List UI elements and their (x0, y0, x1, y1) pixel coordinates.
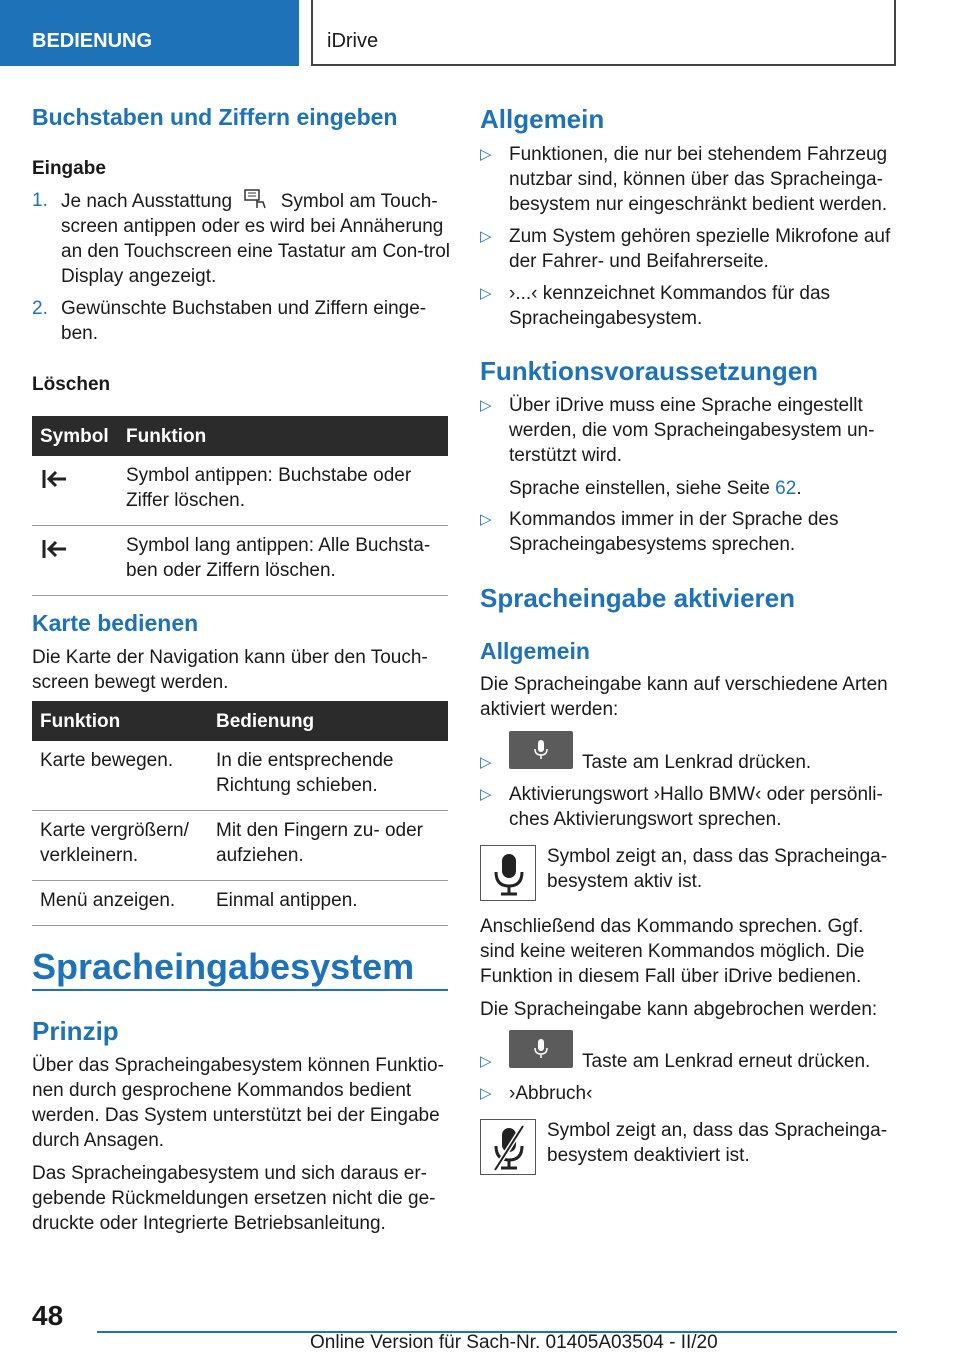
list-item-text: Über iDrive muss eine Sprache eingestellt werden, die vom Spracheingabesystem un-terstützt wird. (509, 395, 875, 466)
list-item-text: ›...‹ kennzeichnet Kommandos für das Spracheingabesystem. (509, 283, 831, 329)
backspace-icon (40, 468, 70, 490)
step-number: 1. (32, 190, 48, 211)
sprache-ref-text: Sprache einstellen, siehe Seite (509, 478, 776, 499)
karte-text: Die Karte der Navigation kann über den Touch-screen bewegt werden. (32, 647, 428, 693)
delete-table (32, 416, 448, 596)
table-cell: Einmal antippen. (208, 881, 448, 926)
table-row (32, 811, 448, 881)
step-text-b: Symbol am Touch- (280, 191, 438, 212)
bullet-triangle-icon: ▷ (480, 754, 492, 771)
abbruch-bullet-1-text: Taste am Lenkrad erneut drücken. (582, 1051, 871, 1072)
section-title-karte: Karte bedienen (32, 610, 199, 636)
table-row (32, 526, 448, 596)
bullet-triangle-icon: ▷ (480, 285, 492, 302)
step-number: 2. (32, 298, 48, 319)
section-title-aktivieren: Spracheingabe aktivieren (480, 583, 796, 613)
backspace-icon (40, 538, 70, 560)
microphone-active-icon (481, 846, 537, 902)
section-title-allgemein: Allgemein (480, 104, 605, 134)
table-header: Bedienung (208, 701, 448, 741)
steering-wheel-voice-button (509, 1030, 573, 1068)
abbruch-intro: Die Spracheingabe kann abgebrochen werden: (480, 999, 878, 1020)
table-cell: Symbol lang antippen: Alle Buchsta-ben oder Ziffern löschen. (118, 526, 448, 596)
mic-active-text: Symbol zeigt an, dass das Spracheinga-besystem aktiv ist. (547, 846, 888, 892)
step-text-a: Je nach Ausstattung (61, 191, 233, 212)
list-item-text: Funktionen, die nur bei stehendem Fahrzeug nutzbar sind, können über das Spracheinga-besystem nur eingeschränkt bedient werden. (509, 144, 888, 215)
step-text-rest: screen antippen oder es wird bei Annäherung an den Touchscreen eine Tastatur am Con-trol Display angezeigt. (61, 216, 451, 287)
list-item-text: ›Abbruch‹ (509, 1083, 593, 1104)
prinzip-paragraph-2: Das Spracheingabesystem und sich daraus er-gebende Rückmeldungen ersetzen nicht die ge-druckte oder Integrierte Betriebsanleitung. (32, 1163, 436, 1234)
bullet-triangle-icon: ▷ (480, 397, 492, 414)
section-title-buchstaben: Buchstaben und Ziffern eingeben (32, 104, 398, 130)
list-item-text: Aktivierungswort ›Hallo BMW‹ oder persönli-ches Aktivierungswort sprechen. (509, 784, 883, 830)
table-cell: In die entsprechende Richtung schieben. (208, 741, 448, 811)
aktiv-text: Die Spracheingabe kann auf verschiedene Arten aktiviert werden: (480, 674, 888, 720)
subsection-title-allgemein: Allgemein (480, 638, 590, 664)
header-chapter-box (311, 0, 896, 66)
header-section-label: BEDIENUNG (32, 30, 153, 52)
list-item-text: Kommandos immer in der Sprache des Spracheingabesystems sprechen. (509, 509, 839, 555)
header-chapter-label: iDrive (327, 30, 379, 52)
table-header: Funktion (118, 416, 448, 456)
table-cell: Menü anzeigen. (32, 881, 208, 926)
mic-off-text: Symbol zeigt an, dass das Spracheinga-besystem deaktiviert ist. (547, 1120, 888, 1166)
heading-eingabe: Eingabe (32, 158, 106, 179)
map-table (32, 701, 448, 926)
table-row (32, 881, 448, 926)
table-cell: Karte vergrößern/ verkleinern. (32, 811, 208, 881)
microphone-icon (533, 739, 549, 761)
table-header: Symbol (32, 416, 118, 456)
bullet-triangle-icon: ▷ (480, 511, 492, 528)
bullet-triangle-icon: ▷ (480, 786, 492, 803)
footer-online-version: Online Version für Sach-Nr. 01405A03504 - II/20 (310, 1332, 718, 1353)
list-item-text: Zum System gehören spezielle Mikrofone auf der Fahrer- und Beifahrerseite. (509, 226, 891, 272)
heading-loeschen: Löschen (32, 374, 111, 395)
header-section-tab (0, 0, 299, 66)
bullet-triangle-icon: ▷ (480, 1085, 492, 1102)
keyboard-hand-icon (243, 188, 269, 210)
sprache-ref (509, 476, 889, 501)
microphone-icon (533, 1038, 549, 1060)
aktiv-bullet-1-text: Taste am Lenkrad drücken. (582, 752, 812, 773)
bullet-triangle-icon: ▷ (480, 228, 492, 245)
prinzip-paragraph-1: Über das Spracheingabesystem können Funktio-nen durch gesprochene Kommandos bedient werden. Das System unterstützt bei der Eingabe durch Ansagen. (32, 1055, 444, 1151)
section-title-voraussetzungen: Funktionsvoraussetzungen (480, 356, 819, 386)
page-number: 48 (32, 1300, 64, 1331)
steering-wheel-voice-button (509, 731, 573, 769)
bullet-triangle-icon: ▷ (480, 146, 492, 163)
table-cell: Symbol antippen: Buchstabe oder Ziffer löschen. (118, 456, 448, 526)
mic-active-icon-box (480, 845, 536, 901)
chapter-title: Spracheingabesystem (32, 946, 415, 987)
sprache-ref-suffix: . (796, 478, 802, 499)
table-cell: Mit den Fingern zu- oder aufziehen. (208, 811, 448, 881)
anschliessend-text: Anschließend das Kommando sprechen. Ggf. sind keine weiteren Kommandos möglich. Die Funktion in diesem Fall über iDrive bedienen. (480, 916, 865, 987)
table-header: Funktion (32, 701, 208, 741)
table-cell: Karte bewegen. (32, 741, 208, 811)
step-text: Gewünschte Buchstaben und Ziffern einge-ben. (61, 298, 427, 344)
microphone-off-icon (481, 1120, 537, 1176)
chapter-rule (32, 989, 448, 991)
bullet-triangle-icon: ▷ (480, 1053, 492, 1070)
table-row (32, 741, 448, 811)
section-title-prinzip: Prinzip (32, 1016, 119, 1046)
page-link[interactable]: 62 (775, 478, 797, 499)
table-row (32, 456, 448, 526)
mic-off-icon-box (480, 1119, 536, 1175)
